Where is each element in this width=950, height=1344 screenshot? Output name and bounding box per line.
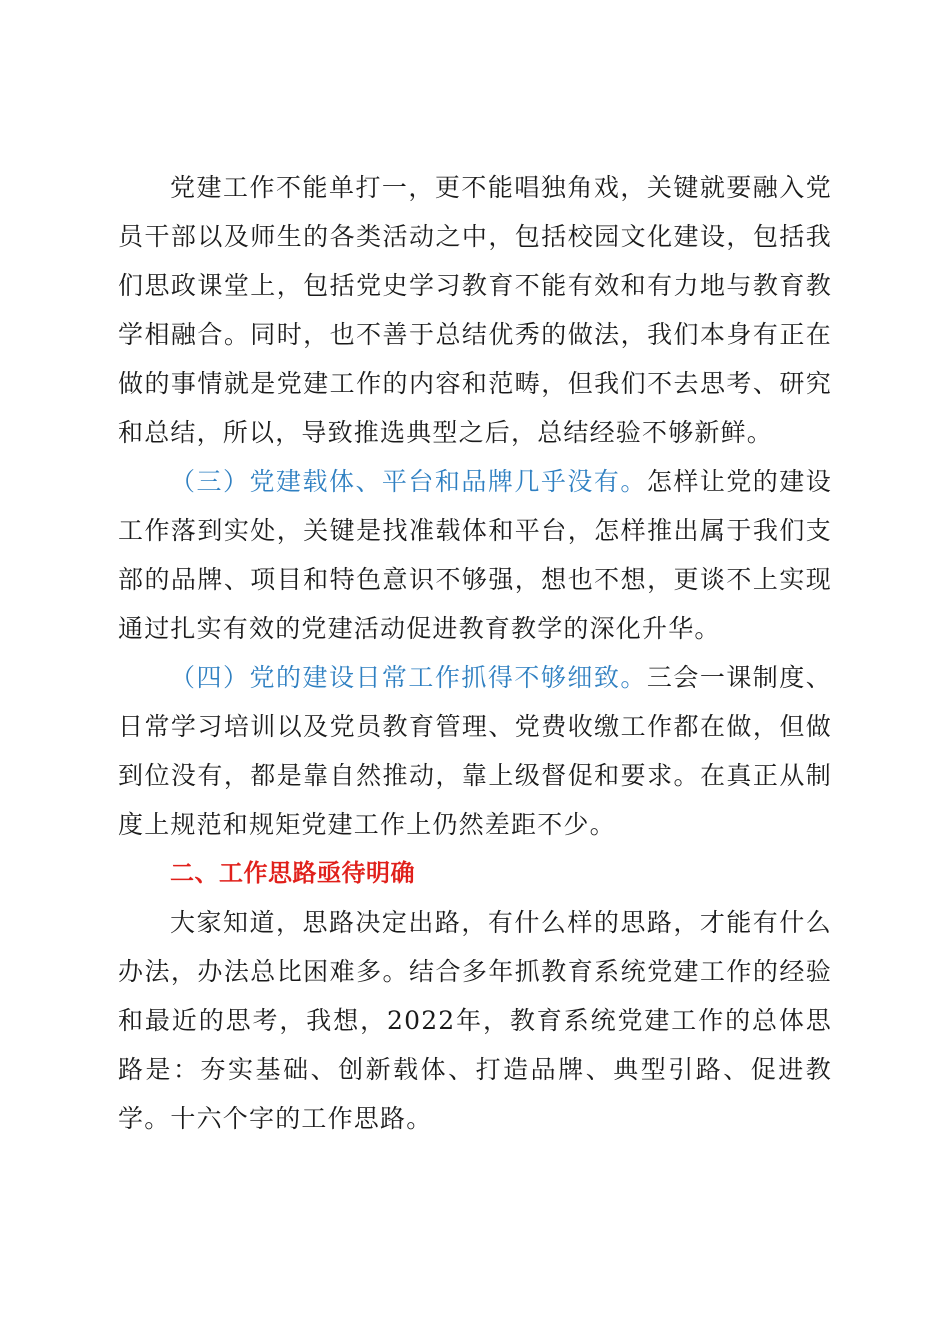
paragraph-2 (118, 457, 832, 653)
paragraph-3-lead: （四）党的建设日常工作抓得不够细致。 (170, 663, 647, 692)
document-page (118, 163, 832, 1143)
paragraph-2-lead: （三）党建载体、平台和品牌几乎没有。 (170, 467, 647, 496)
paragraph-1: 党建工作不能单打一，更不能唱独角戏，关键就要融入党员干部以及师生的各类活动之中，包括校园文化建设，包括我们思政课堂上，包括党史学习教育不能有效和有力地与教育教学相融合。同时，也不善于总结优秀的做法，我们本身有正在做的事情就是党建工作的内容和范畴，但我们不去思考、研究和总结，所以，导致推选典型之后，总结经验不够新鲜。 (118, 173, 832, 447)
section-heading: 二、工作思路亟待明确 (170, 859, 415, 887)
paragraph-2-body: 怎样让党的建设工作落到实处，关键是找准载体和平台，怎样推出属于我们支部的品牌、项目和特色意识不够强，想也不想，更谈不上实现通过扎实有效的党建活动促进教育教学的深化升华。 (118, 467, 832, 643)
paragraph-4: 大家知道，思路决定出路，有什么样的思路，才能有什么办法，办法总比困难多。结合多年抓教育系统党建工作的经验和最近的思考，我想，2022年，教育系统党建工作的总体思路是：夯实基础、创新载体、打造品牌、典型引路、促进教学。十六个字的工作思路。 (118, 908, 832, 1133)
paragraph-3 (118, 653, 832, 849)
paragraph-3-body: 三会一课制度、日常学习培训以及党员教育管理、党费收缴工作都在做，但做到位没有，都是靠自然推动，靠上级督促和要求。在真正从制度上规范和规矩党建工作上仍然差距不少。 (118, 663, 832, 839)
